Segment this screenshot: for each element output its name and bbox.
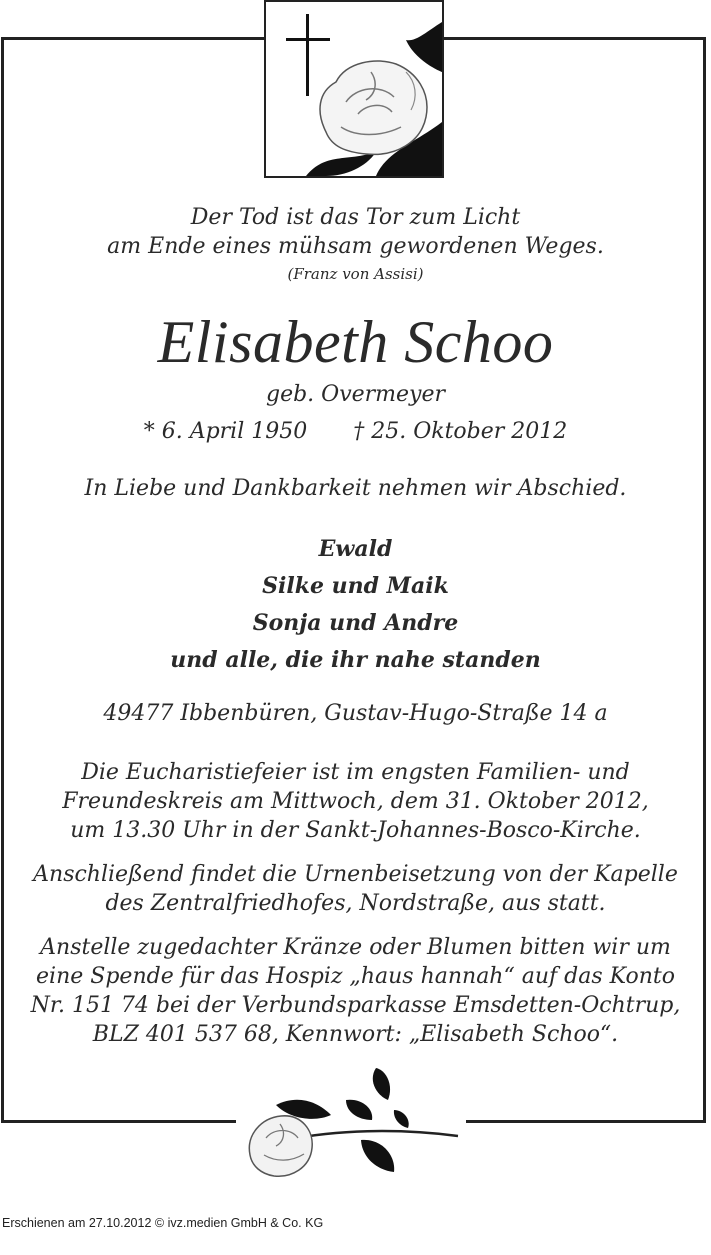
family-member: und alle, die ihr nahe standen <box>170 647 541 673</box>
quote-attribution: (Franz von Assisi) <box>287 265 424 283</box>
cross-rose-icon <box>264 0 444 178</box>
family-list <box>10 531 701 679</box>
farewell-line: In Liebe und Dankbarkeit nehmen wir Abschied. <box>84 476 627 501</box>
donation-paragraph: Anstelle zugedachter Kränze oder Blumen bitten wir um eine Spende für das Hospiz „haus hannah“ auf das Konto Nr. 151 74 bei der Verbundsparkasse Emsdetten-Ochtrup, BLZ 401 537 68, Kennwort: „Elisabeth Schoo“. <box>30 935 681 1047</box>
quote: Der Tod ist das Tor zum Licht am Ende eines mühsam gewordenen Weges. <box>107 205 604 259</box>
burial-paragraph: Anschließend findet die Urnenbeisetzung von der Kapelle des Zentralfriedhofes, Nordstraße, aus statt. <box>33 862 678 916</box>
family-member: Ewald <box>318 536 393 562</box>
family-member: Silke und Maik <box>262 573 449 599</box>
birth-date: * 6. April 1950 <box>143 419 308 444</box>
deceased-name: Elisabeth Schoo <box>157 309 554 375</box>
family-member: Sonja und Andre <box>252 610 459 636</box>
maiden-name: geb. Overmeyer <box>265 382 446 407</box>
service-paragraph: Die Eucharistiefeier ist im engsten Familien- und Freundeskreis am Mittwoch, dem 31. Oktober 2012, um 13.30 Uhr in der Sankt-Johannes-Bosco-Kirche. <box>62 760 649 843</box>
address: 49477 Ibbenbüren, Gustav-Hugo-Straße 14 a <box>103 701 608 726</box>
publication-footer: Erschienen am 27.10.2012 © ivz.medien GmbH & Co. KG <box>2 1216 324 1230</box>
death-date: † 25. Oktober 2012 <box>353 419 568 444</box>
life-dates <box>10 419 701 444</box>
rose-icon <box>236 1060 466 1185</box>
